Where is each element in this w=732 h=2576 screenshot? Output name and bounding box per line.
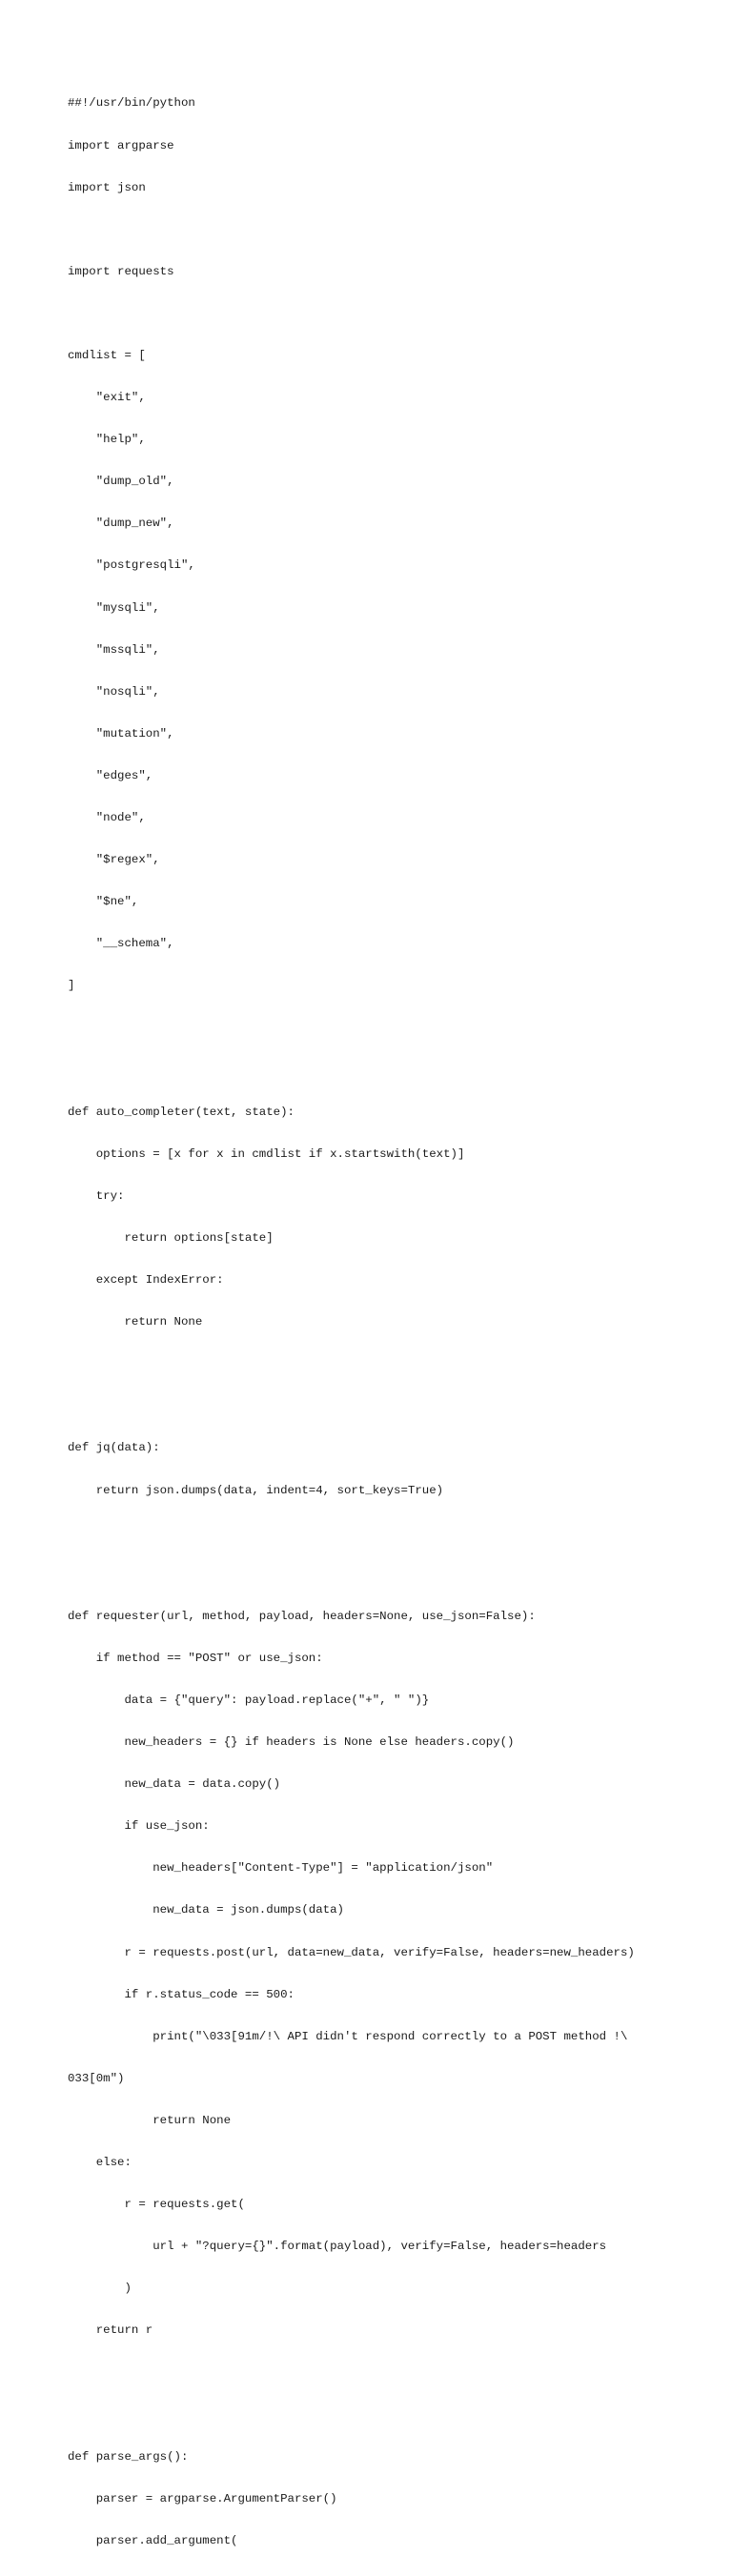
code-line: except IndexError: xyxy=(68,1273,224,1288)
code-line: cmdlist = [ xyxy=(68,348,146,362)
code-line: ] xyxy=(68,979,75,993)
code-line: "__schema", xyxy=(68,937,174,951)
code-line: ) xyxy=(68,2282,132,2296)
code-line: def parse_args(): xyxy=(68,2449,189,2464)
code-line: parser = argparse.ArgumentParser() xyxy=(68,2491,337,2505)
code-line: def auto_completer(text, state): xyxy=(68,1105,295,1119)
code-line: new_data = data.copy() xyxy=(68,1777,281,1792)
code-line: print("\033[91m/!\ API didn't respond correctly to a POST method !\ xyxy=(68,2029,628,2043)
code-line: import argparse xyxy=(68,138,174,152)
code-line: "$ne", xyxy=(68,895,139,909)
code-line: "help", xyxy=(68,433,146,447)
code-line: 033[0m") xyxy=(68,2071,125,2085)
code-line: "$regex", xyxy=(68,853,160,867)
code-line xyxy=(68,1064,635,1078)
code-line: new_data = json.dumps(data) xyxy=(68,1903,344,1917)
code-line xyxy=(68,307,635,321)
code-line: "postgresqli", xyxy=(68,558,195,573)
code-line: "dump_old", xyxy=(68,475,174,489)
code-line: new_headers["Content-Type"] = "application/json" xyxy=(68,1861,494,1876)
code-line: if method == "POST" or use_json: xyxy=(68,1651,323,1665)
code-line: ##!/usr/bin/python xyxy=(68,96,195,111)
code-line xyxy=(68,1021,635,1035)
code-line xyxy=(68,1357,635,1371)
code-line xyxy=(68,223,635,237)
code-line: "node", xyxy=(68,811,146,824)
code-line: "edges", xyxy=(68,768,153,782)
code-line: else: xyxy=(68,2156,132,2169)
code-line: return None xyxy=(68,2113,232,2127)
code-line: new_headers = {} if headers is None else headers.copy() xyxy=(68,1735,515,1750)
code-line: "nosqli", xyxy=(68,684,160,699)
code-line: r = requests.post(url, data=new_data, verify=False, headers=new_headers) xyxy=(68,1945,635,1959)
code-line xyxy=(68,1568,635,1582)
code-line: return r xyxy=(68,2323,153,2338)
code-line: "dump_new", xyxy=(68,517,174,531)
code-line: if use_json: xyxy=(68,1819,210,1834)
code-line: def requester(url, method, payload, headers=None, use_json=False): xyxy=(68,1609,536,1623)
code-line: options = [x for x in cmdlist if x.startswith(text)] xyxy=(68,1146,465,1161)
code-line: "mssqli", xyxy=(68,642,160,657)
code-line: try: xyxy=(68,1188,125,1203)
code-line: def jq(data): xyxy=(68,1441,160,1455)
code-line: "exit", xyxy=(68,391,146,405)
code-line xyxy=(68,1526,635,1540)
code-line: import json xyxy=(68,180,146,194)
code-line: r = requests.get( xyxy=(68,2198,245,2212)
code-line: return json.dumps(data, indent=4, sort_keys=True) xyxy=(68,1483,444,1497)
code-line: return None xyxy=(68,1315,203,1329)
code-line: data = {"query": payload.replace("+", " ")} xyxy=(68,1693,430,1707)
code-line: url + "?query={}".format(payload), verify=False, headers=headers xyxy=(68,2240,607,2254)
code-line xyxy=(68,2365,635,2380)
code-line xyxy=(68,2408,635,2423)
code-line: "mysqli", xyxy=(68,600,160,615)
code-line: return options[state] xyxy=(68,1230,274,1245)
code-line xyxy=(68,1399,635,1413)
code-line: "mutation", xyxy=(68,726,174,740)
code-line: if r.status_code == 500: xyxy=(68,1987,295,2001)
code-line: import requests xyxy=(68,264,174,278)
code-line: parser.add_argument( xyxy=(68,2533,238,2547)
code-block xyxy=(68,69,635,2576)
